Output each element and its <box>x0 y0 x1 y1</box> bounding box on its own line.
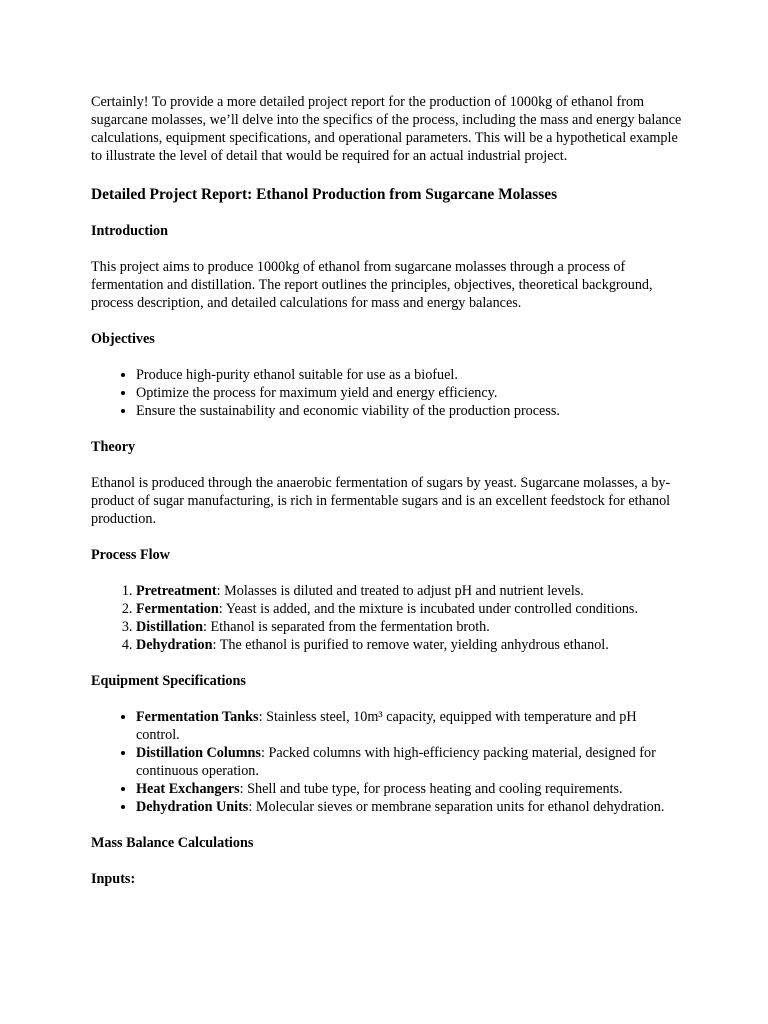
equipment-item <box>136 780 683 798</box>
process-step-desc: : Molasses is diluted and treated to adjust pH and nutrient levels. <box>216 583 584 599</box>
process-step <box>136 636 683 654</box>
equipment-term: Dehydration Units <box>136 799 249 815</box>
equipment-item <box>136 798 683 816</box>
objectives-heading: Objectives <box>91 331 155 347</box>
process-step-desc: : The ethanol is purified to remove water, yielding anhydrous ethanol. <box>212 637 609 653</box>
equipment-desc: : Packed columns with high-efficiency packing material, designed for continuous operation. <box>136 745 656 779</box>
process-step-term: Dehydration <box>136 637 213 653</box>
process-step-term: Fermentation <box>136 601 219 617</box>
process-step <box>136 600 683 618</box>
process-flow-list <box>91 582 683 654</box>
document-page <box>91 93 683 906</box>
introduction-text: This project aims to produce 1000kg of ethanol from sugarcane molasses through a process of fermentation and distillation. The report outlines the principles, objectives, theoretical background, process description, and detailed calculations for mass and energy balances. <box>91 259 653 311</box>
report-title: Detailed Project Report: Ethanol Production from Sugarcane Molasses <box>91 186 558 203</box>
objective-item: • Optimize the process for maximum yield and energy efficiency. <box>136 384 683 402</box>
theory-text: Ethanol is produced through the anaerobic fermentation of sugars by yeast. Sugarcane molasses, a by-product of sugar manufacturing, is rich in fermentable sugars and is an excellent feedstock for ethanol production. <box>91 475 671 527</box>
theory-heading: Theory <box>91 439 136 455</box>
process-step <box>136 618 683 636</box>
objective-item: • Ensure the sustainability and economic viability of the production process. <box>136 402 683 420</box>
equipment-list <box>91 708 683 816</box>
introduction-heading: Introduction <box>91 223 168 239</box>
process-step-term: Distillation <box>136 619 204 635</box>
process-step-desc: : Ethanol is separated from the fermentation broth. <box>203 619 490 635</box>
process-flow-heading: Process Flow <box>91 547 170 563</box>
equipment-term: Distillation Columns <box>136 745 261 761</box>
equipment-item <box>136 708 683 744</box>
process-step-desc: : Yeast is added, and the mixture is incubated under controlled conditions. <box>218 601 638 617</box>
equipment-desc: : Shell and tube type, for process heating and cooling requirements. <box>239 781 623 797</box>
equipment-item <box>136 744 683 780</box>
mass-balance-heading: Mass Balance Calculations <box>91 835 254 851</box>
equipment-desc: : Molecular sieves or membrane separation units for ethanol dehydration. <box>248 799 665 815</box>
process-step-term: Pretreatment <box>136 583 217 599</box>
intro-paragraph: Certainly! To provide a more detailed project report for the production of 1000kg of ethanol from sugarcane molasses, we’ll delve into the specifics of the process, including the mass and energy balance calculations, equipment specifications, and operational parameters. This will be a hypothetical example to illustrate the level of detail that would be required for an actual industrial project. <box>91 94 682 164</box>
objective-item: • Produce high-purity ethanol suitable for use as a biofuel. <box>136 366 683 384</box>
process-step <box>136 582 683 600</box>
equipment-heading: Equipment Specifications <box>91 673 246 689</box>
equipment-term: Heat Exchangers <box>136 781 240 797</box>
equipment-term: Fermentation Tanks <box>136 709 259 725</box>
inputs-heading: Inputs: <box>91 871 136 887</box>
objectives-list <box>91 366 683 420</box>
equipment-desc: : Stainless steel, 10m³ capacity, equipped with temperature and pH control. <box>136 709 637 743</box>
